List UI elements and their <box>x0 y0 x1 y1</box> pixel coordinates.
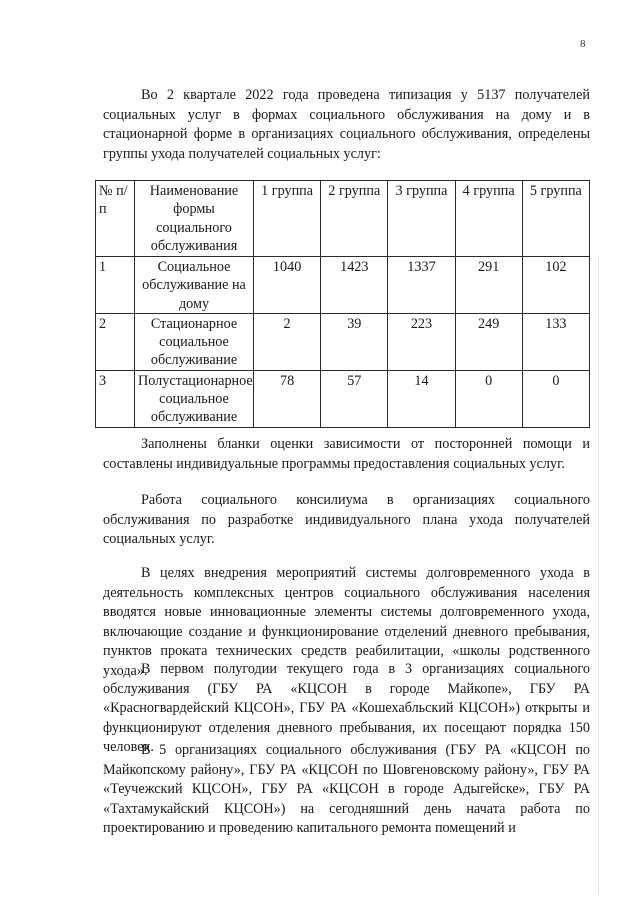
cell-group-2: 39 <box>321 313 388 370</box>
row-num: 3 <box>96 370 135 427</box>
cell-group-1: 1040 <box>254 257 321 314</box>
cell-group-2: 57 <box>321 370 388 427</box>
cell-group-5: 0 <box>522 370 589 427</box>
paragraph-council: Работа социального консилиума в организациях социального обслуживания по разработке индивидуального плана ухода получателей социальных услуг. <box>103 492 590 548</box>
row-name: Полустационарное социальное обслуживание <box>135 370 254 427</box>
cell-group-5: 102 <box>522 257 589 314</box>
paragraph-ltc-elements: В целях внедрения мероприятий системы долговременного ухода в деятельность комплексных центров социального обслуживания населения вводятся новые инновационные элементы системы долговременного ухода, включающие создание и функционирование отделений дневного пребывания, пунктов проката технических средств реабилитации, «школы родственного ухода». <box>103 565 590 679</box>
cell-group-1: 78 <box>254 370 321 427</box>
margin-rule <box>598 255 599 895</box>
cell-group-3: 14 <box>388 370 455 427</box>
cell-group-4: 0 <box>455 370 522 427</box>
paragraph-day-care: В первом полугодии текущего года в 3 организациях социального обслуживания (ГБУ РА «КЦСОН в городе Майкопе», ГБУ РА «Красногвардейский КЦСОН», ГБУ РА «Кошехабльский КЦСОН») открыты и функционируют отделения дневного пребывания, их посещают порядка 150 человек. <box>103 661 590 756</box>
row-name: Социальное обслуживание на дому <box>135 257 254 314</box>
header-group-2: 2 группа <box>321 181 388 257</box>
cell-group-3: 223 <box>388 313 455 370</box>
cell-group-5: 133 <box>522 313 589 370</box>
cell-group-1: 2 <box>254 313 321 370</box>
intro-paragraph: Во 2 квартале 2022 года проведена типизация у 5137 получателей социальных услуг в формах социального обслуживания на дому и в стационарной форме в организациях социального обслуживания, определены группы ухода получателей социальных услуг: <box>103 87 590 162</box>
row-num: 1 <box>96 257 135 314</box>
table-header-row <box>96 181 590 257</box>
header-group-4: 4 группа <box>455 181 522 257</box>
row-name: Стационарное социальное обслуживание <box>135 313 254 370</box>
header-group-5: 5 группа <box>522 181 589 257</box>
paragraph-assessment: Заполнены бланки оценки зависимости от посторонней помощи и составлены индивидуальные программы предоставления социальных услуг. <box>103 436 590 472</box>
row-num: 2 <box>96 313 135 370</box>
cell-group-2: 1423 <box>321 257 388 314</box>
header-group-3: 3 группа <box>388 181 455 257</box>
header-name: Наименование формы социального обслуживания <box>135 181 254 257</box>
table-row <box>96 257 590 314</box>
cell-group-4: 291 <box>455 257 522 314</box>
header-group-1: 1 группа <box>254 181 321 257</box>
table-row <box>96 313 590 370</box>
cell-group-3: 1337 <box>388 257 455 314</box>
paragraph-renovation: В 5 организациях социального обслуживания (ГБУ РА «КЦСОН по Майкопскому району», ГБУ РА «КЦСОН по Шовгеновскому району», ГБУ РА «Теучежский КЦСОН», ГБУ РА «КЦСОН в городе Адыгейске», ГБУ РА «Тахтамукайский КЦСОН») на сегодняшний день начата работа по проектированию и проведению капитального ремонта помещений и <box>103 742 590 837</box>
table-row <box>96 370 590 427</box>
page-number: 8 <box>580 38 586 50</box>
care-groups-table <box>95 180 590 428</box>
header-num: № п/п <box>96 181 135 257</box>
cell-group-4: 249 <box>455 313 522 370</box>
